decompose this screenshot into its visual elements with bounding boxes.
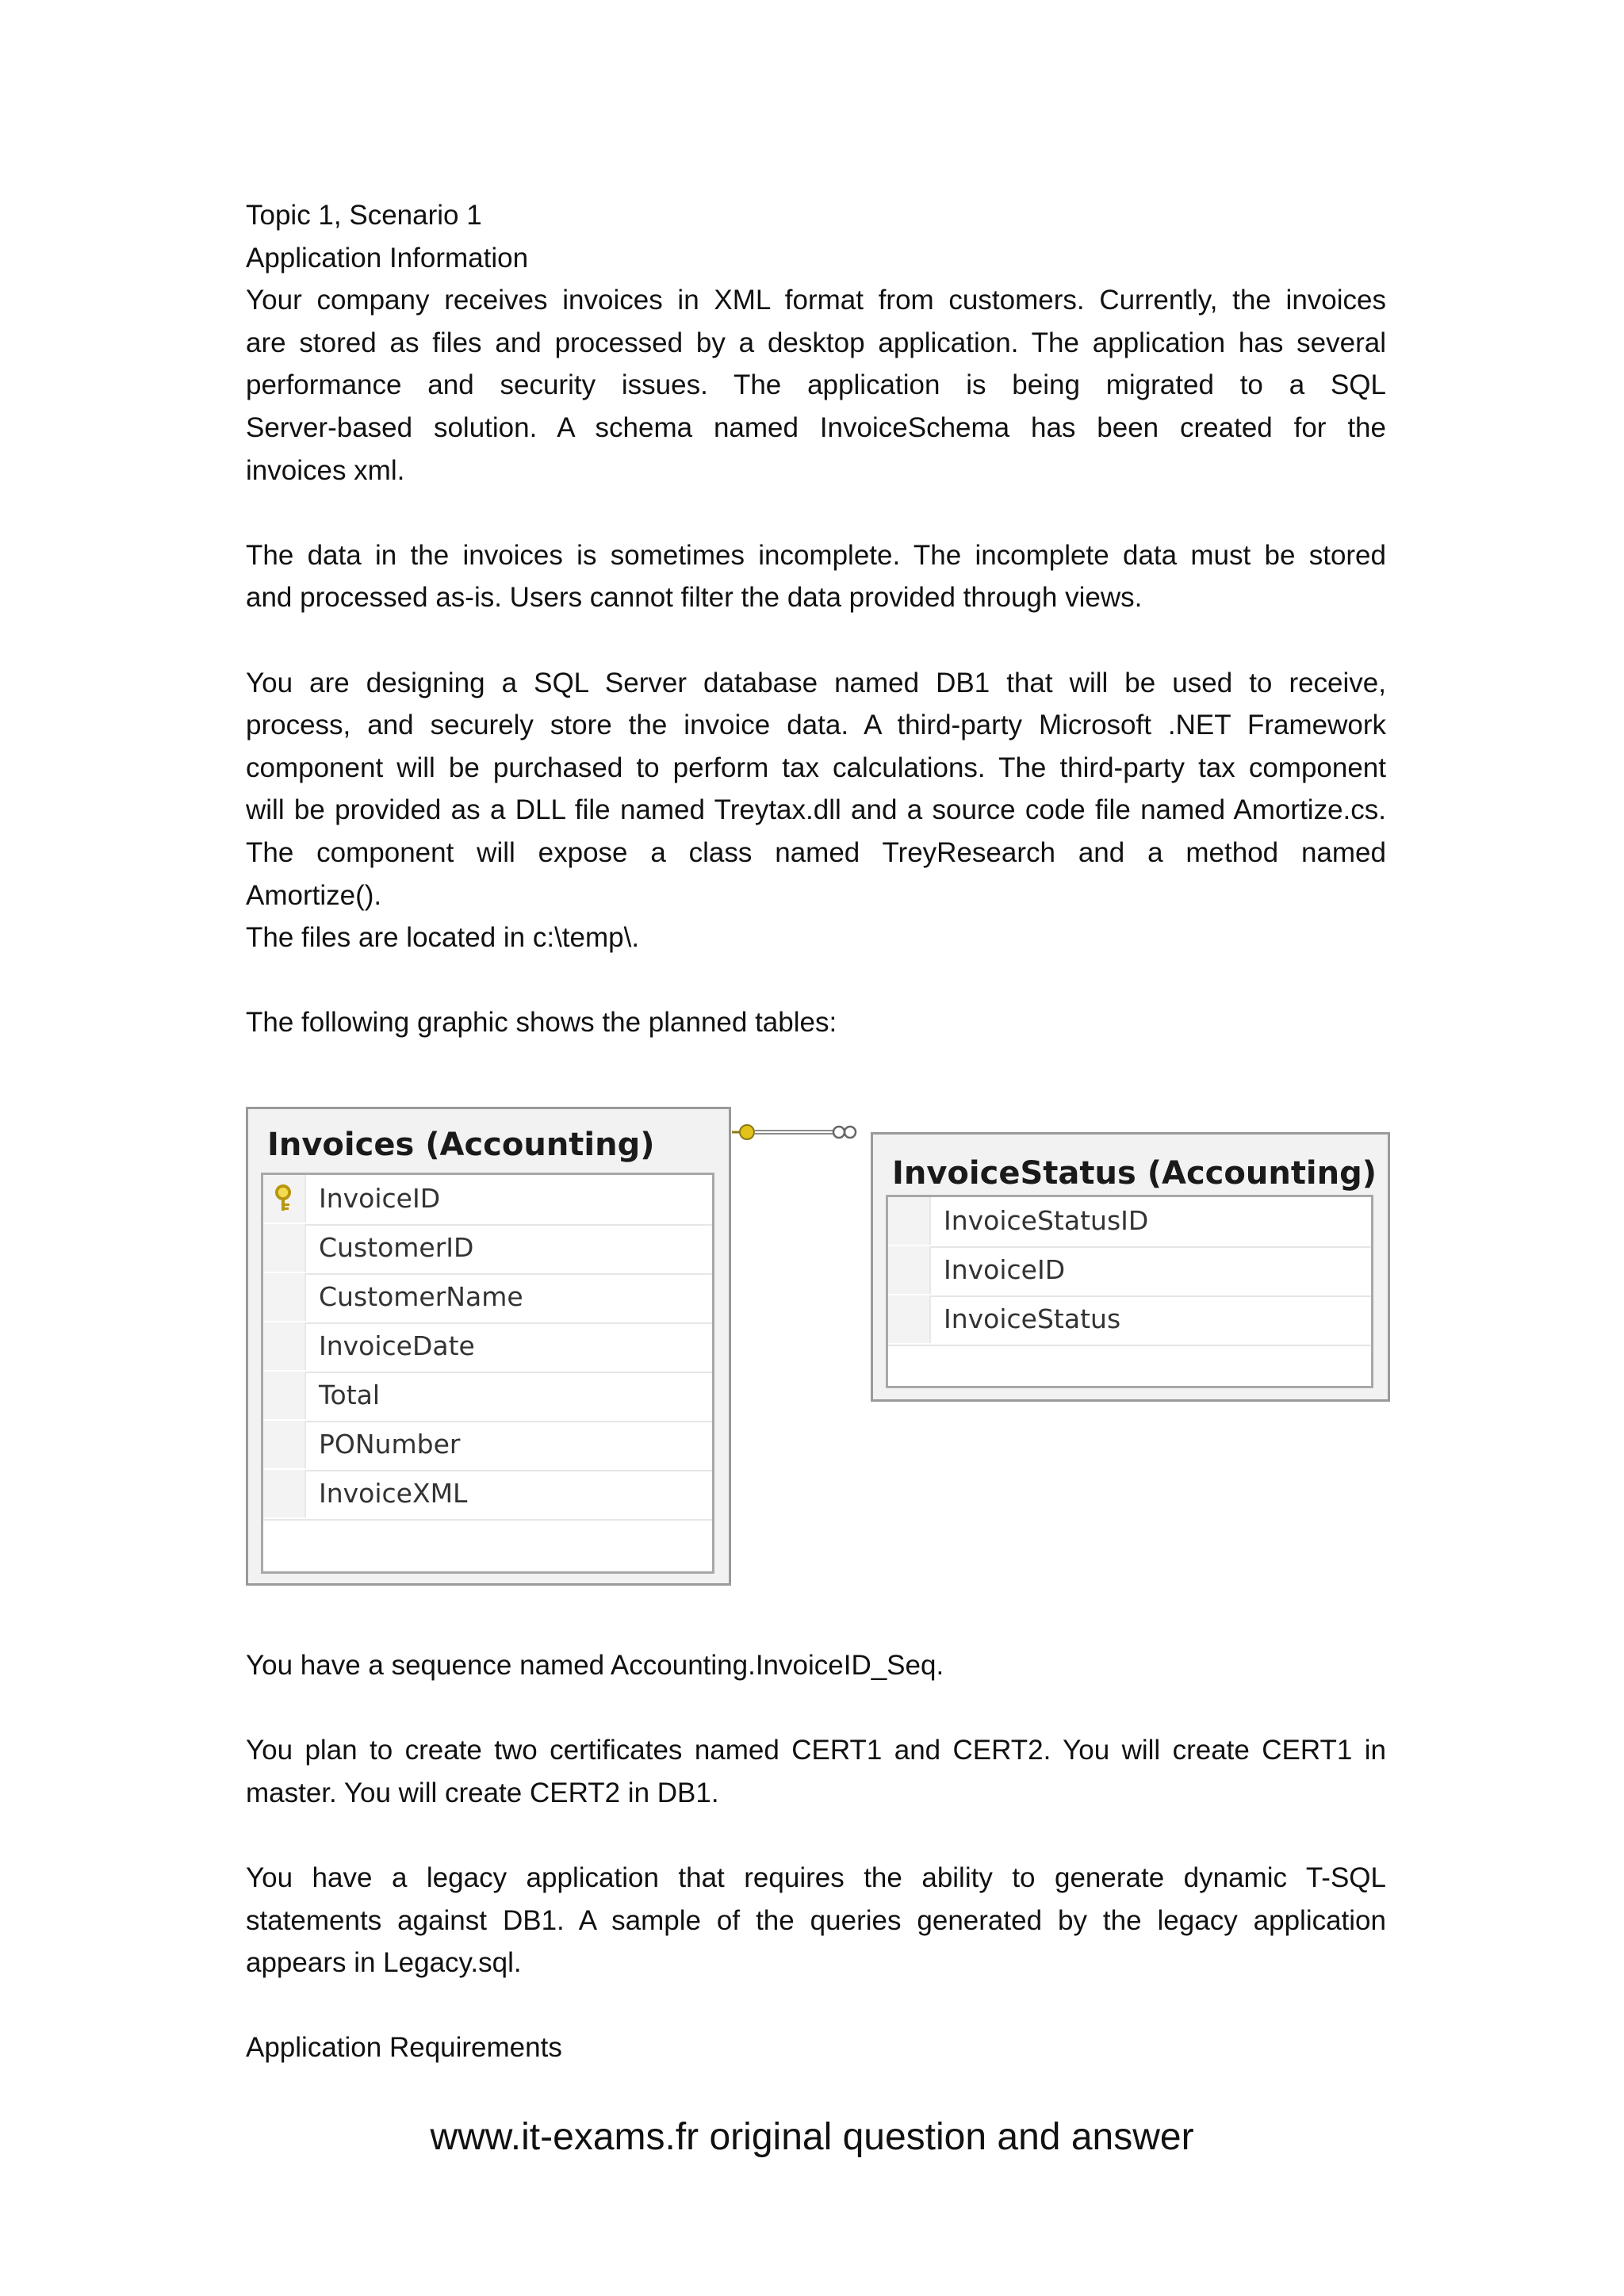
row-selector	[263, 1421, 306, 1468]
paragraph-legacy-application	[246, 1857, 1386, 1984]
footer-watermark: www.it-exams.fr original question and answer	[430, 2116, 1194, 2158]
text-line: appears in Legacy.sql.	[246, 1947, 522, 1979]
text-line: Server-based solution. A schema named InvoiceSchema has been created for the	[246, 411, 1386, 443]
invoices-columns	[261, 1173, 714, 1574]
section-heading-application-requirements	[246, 2026, 1386, 2069]
paragraph-incomplete-data	[246, 534, 1386, 619]
document-text-top	[246, 194, 1386, 1044]
invoices-table-title: Invoices (Accounting)	[267, 1127, 655, 1163]
invoicestatus-columns	[886, 1195, 1373, 1388]
section-heading-application-information: Application Information	[246, 242, 529, 274]
database-diagram	[246, 1100, 1396, 1592]
paragraph-invoices-xml	[246, 279, 1386, 492]
document-text-bottom	[246, 1644, 1386, 2069]
text-line: The following graphic shows the planned tables:	[246, 1007, 837, 1039]
text-line: The component will expose a class named TreyResearch and a method named	[246, 836, 1386, 868]
row-selector	[263, 1175, 306, 1223]
topic-heading: Topic 1, Scenario 1	[246, 200, 482, 231]
column-name: PONumber	[319, 1429, 461, 1460]
column-row[interactable]	[263, 1470, 712, 1521]
row-selector	[263, 1224, 306, 1272]
text-line: The data in the invoices is sometimes incomplete. The incomplete data must be stored	[246, 539, 1386, 571]
paragraph-graphic-intro	[246, 1001, 1386, 1044]
paragraph-certificates	[246, 1729, 1386, 1814]
text-line: Application Requirements	[246, 2032, 562, 2064]
column-name: InvoiceXML	[319, 1478, 468, 1509]
column-row[interactable]	[263, 1273, 712, 1324]
column-name: InvoiceStatusID	[944, 1205, 1149, 1236]
text-line: will be provided as a DLL file named Treytax.dll and a source code file named Amortize.cs.	[246, 794, 1386, 826]
invoices-table[interactable]	[246, 1107, 731, 1586]
text-line: You have a legacy application that requires the ability to generate dynamic T-SQL	[246, 1862, 1386, 1893]
infinity-icon	[833, 1127, 856, 1138]
text-line: performance and security issues. The application is being migrated to a SQL	[246, 369, 1386, 401]
column-name: InvoiceDate	[319, 1330, 475, 1361]
text-line: The files are located in c:\temp\.	[246, 922, 640, 954]
column-row[interactable]	[888, 1197, 1371, 1248]
text-line: Your company receives invoices in XML format from customers. Currently, the invoices	[246, 285, 1386, 316]
invoicestatus-table[interactable]	[871, 1132, 1390, 1402]
one-end-key-icon	[732, 1125, 754, 1139]
text-line: and processed as-is. Users cannot filter the data provided through views.	[246, 582, 1143, 614]
row-selector	[263, 1470, 306, 1517]
text-line: master. You will create CERT2 in DB1.	[246, 1777, 719, 1808]
column-row[interactable]	[263, 1322, 712, 1373]
text-line: You have a sequence named Accounting.InvoiceID_Seq.	[246, 1650, 944, 1681]
paragraph-db1-design	[246, 662, 1386, 959]
relationship-connector[interactable]	[730, 1116, 888, 1148]
column-row[interactable]	[263, 1372, 712, 1422]
column-row[interactable]	[888, 1246, 1371, 1297]
column-name: CustomerName	[319, 1281, 523, 1312]
column-name: CustomerID	[319, 1232, 474, 1263]
paragraph-sequence	[246, 1644, 1386, 1687]
column-name: InvoiceStatus	[944, 1303, 1121, 1334]
text-line: Amortize().	[246, 879, 382, 911]
row-selector	[888, 1197, 931, 1245]
primary-key-icon	[273, 1184, 293, 1213]
row-selector	[888, 1295, 931, 1343]
row-selector	[263, 1273, 306, 1321]
text-line: invoices xml.	[246, 454, 405, 486]
text-line: component will be purchased to perform tax calculations. The third-party tax component	[246, 752, 1386, 783]
text-line: process, and securely store the invoice data. A third-party Microsoft .NET Framework	[246, 710, 1386, 741]
text-line: You plan to create two certificates named CERT1 and CERT2. You will create CERT1 in	[246, 1735, 1386, 1766]
column-row[interactable]	[263, 1421, 712, 1471]
invoicestatus-table-title: InvoiceStatus (Accounting)	[892, 1155, 1377, 1192]
column-row[interactable]	[888, 1295, 1371, 1346]
text-line: are stored as files and processed by a desktop application. The application has several	[246, 327, 1386, 358]
text-line: You are designing a SQL Server database named DB1 that will be used to receive,	[246, 667, 1386, 698]
column-name: Total	[319, 1380, 381, 1410]
text-line: statements against DB1. A sample of the queries generated by the legacy application	[246, 1904, 1386, 1936]
column-name: InvoiceID	[944, 1254, 1066, 1285]
row-selector	[263, 1372, 306, 1419]
column-name: InvoiceID	[319, 1183, 441, 1214]
column-row[interactable]	[263, 1175, 712, 1226]
row-selector	[263, 1322, 306, 1370]
column-row[interactable]	[263, 1224, 712, 1275]
row-selector	[888, 1246, 931, 1294]
